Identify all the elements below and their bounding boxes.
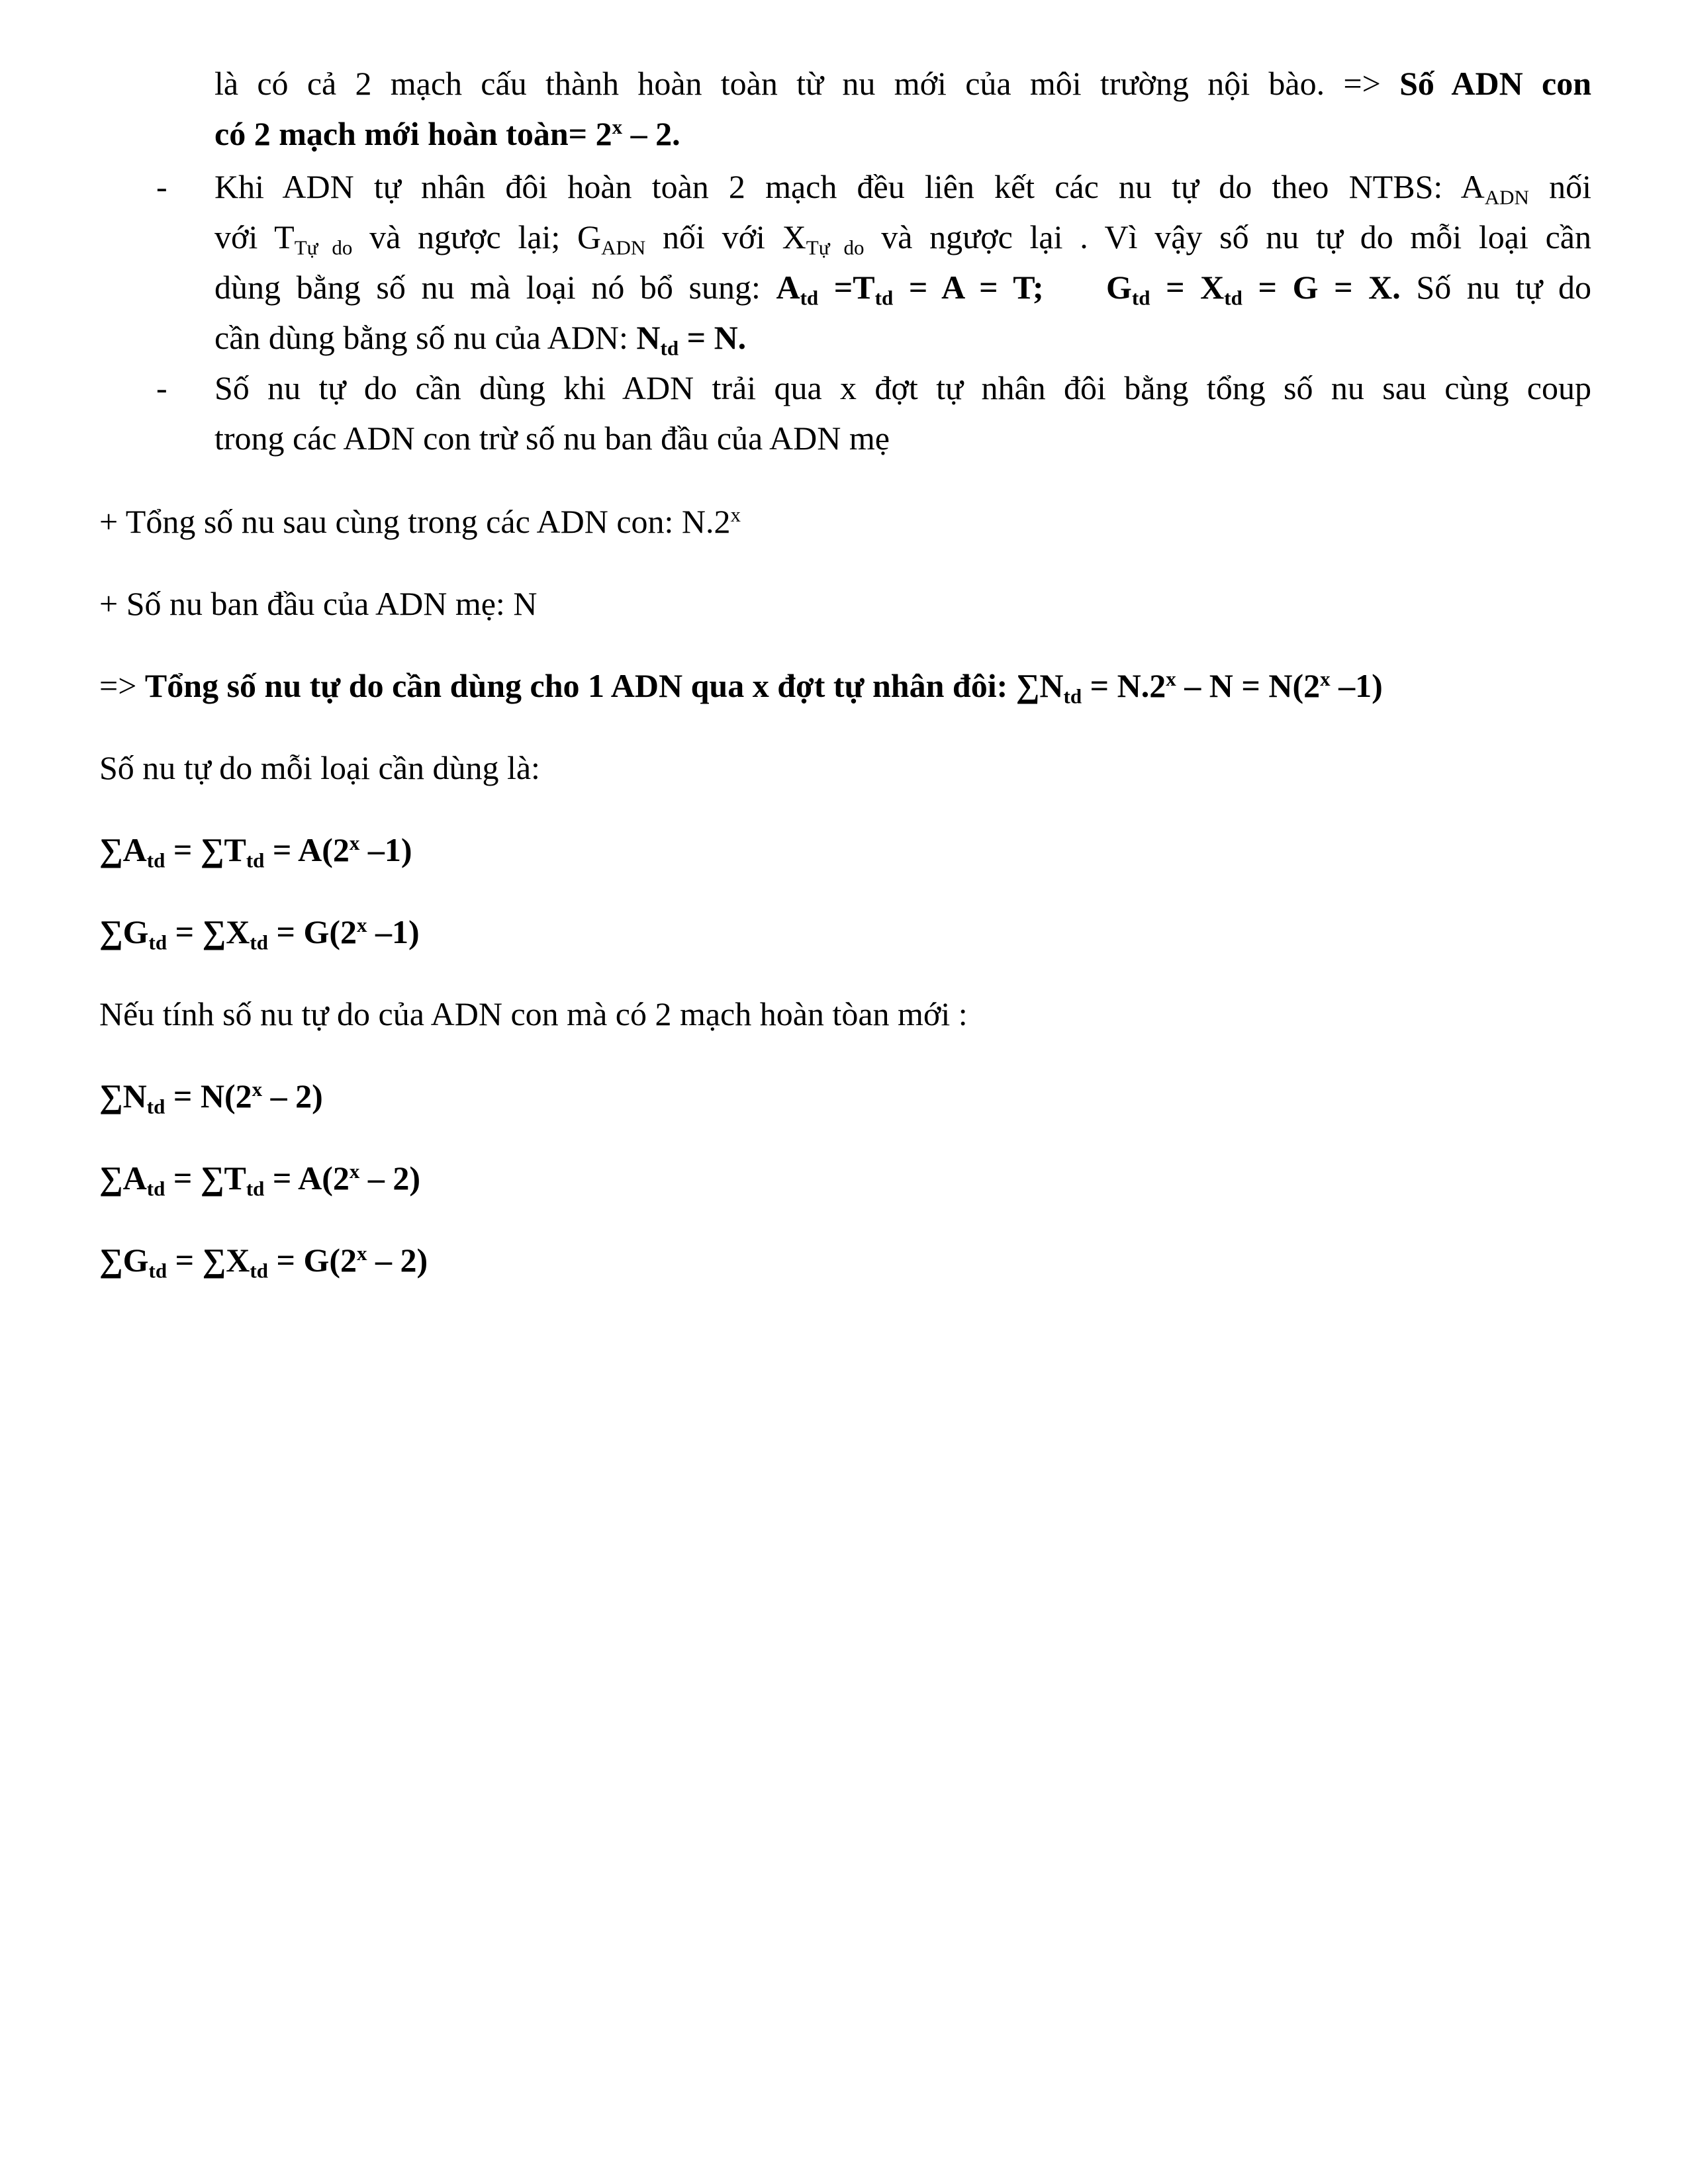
formula-gx-2: $\sum G_{td} = \sum X_{td} = G(2^x - 2)$ xyxy=(99,1241,428,1283)
formula-gx-1: $\sum G_{td} = \sum X_{td} = G(2^x$ –1) xyxy=(99,913,420,954)
each-type-line: Số nu tự do mỗi loại cần dùng là: xyxy=(99,749,540,786)
bullet-2-line-1: Số nu tự do cần dùng khi ADN trải qua x đợt tự nhân đôi bằng tổng số nu sau cùng coup xyxy=(214,369,1591,406)
initial-nucleotide-line: + Số nu ban đầu của ADN mẹ: N xyxy=(99,585,538,622)
lead-line-1 xyxy=(214,58,1591,109)
ntd-formula: $N_{td} = N$. xyxy=(636,319,747,360)
formula-at-1: $\sum A_{td} = \sum T_{td} = A(2^x$ –1) xyxy=(99,831,412,872)
bullet-1-line-1: Khi ADN tự nhân đôi hoàn toàn 2 mạch đều liên kết các nu tự do theo NTBS: $A_{ADN}$ nối xyxy=(214,168,1591,209)
bullet-1-line-2: với $T_{Tự do}$ và ngược lại; $G_{ADN}$ nối với $X_{Tự do}$ và ngược lại . Vì vậy số nu tự do mỗi loại cần xyxy=(214,218,1591,259)
bullet-2-line-2: trong các ADN con trừ số nu ban đầu của ADN mẹ xyxy=(214,420,890,457)
lead-paragraph xyxy=(214,58,1591,159)
lead-bold: Số ADN con xyxy=(1399,65,1592,102)
bullet-1-line-4: cần dùng bằng số nu của ADN: $N_{td} = N$. xyxy=(214,319,747,360)
total-free-formula: Tổng số nu tự do cần dùng cho 1 ADN qua x đợt tự nhân đôi: $\sum N_{td} = N.2^x - N = N(2^x$ –1) xyxy=(144,666,1383,708)
lead-conclusion: có 2 mạch mới hoàn toàn= $2^x - 2$. xyxy=(214,114,680,152)
lead-line-2 xyxy=(214,109,1591,159)
lead-text: là có cả 2 mạch cấu thành hoàn toàn từ nu mới của môi trường nội bào. => xyxy=(214,65,1400,102)
new-strand-line: Nếu tính số nu tự do của ADN con mà có 2 mạch hoàn tòan mới : xyxy=(99,995,968,1032)
total-nucleotide-line: + Tổng số nu sau cùng trong các ADN con: N.2$^x$ xyxy=(99,502,741,540)
complement-formula: $A_{td} =T_{td} = A = T$; $G_{td} = X_{td} = G = X$. xyxy=(776,269,1401,310)
formula-n-2: $\sum N_{td} = N(2^x - 2)$ xyxy=(99,1077,323,1118)
bullet-dash: - xyxy=(156,369,167,406)
formula-at-2: $\sum A_{td} = \sum T_{td} = A(2^x - 2)$ xyxy=(99,1159,421,1201)
bullet-dash: - xyxy=(156,168,167,205)
total-free-nucleotide-line: => Tổng số nu tự do cần dùng cho 1 ADN qua x đợt tự nhân đôi: $\sum N_{td} = N.2^x - N = N(2^x$ –1) xyxy=(99,666,1383,708)
bullet-1-line-3: dùng bằng số nu mà loại nó bổ sung: $A_{td} =T_{td} = A = T$; $G_{td} = X_{td} = G = X$. Số nu tự do xyxy=(214,269,1591,310)
bullet-body xyxy=(214,161,1591,363)
bullet-body xyxy=(214,363,1591,463)
